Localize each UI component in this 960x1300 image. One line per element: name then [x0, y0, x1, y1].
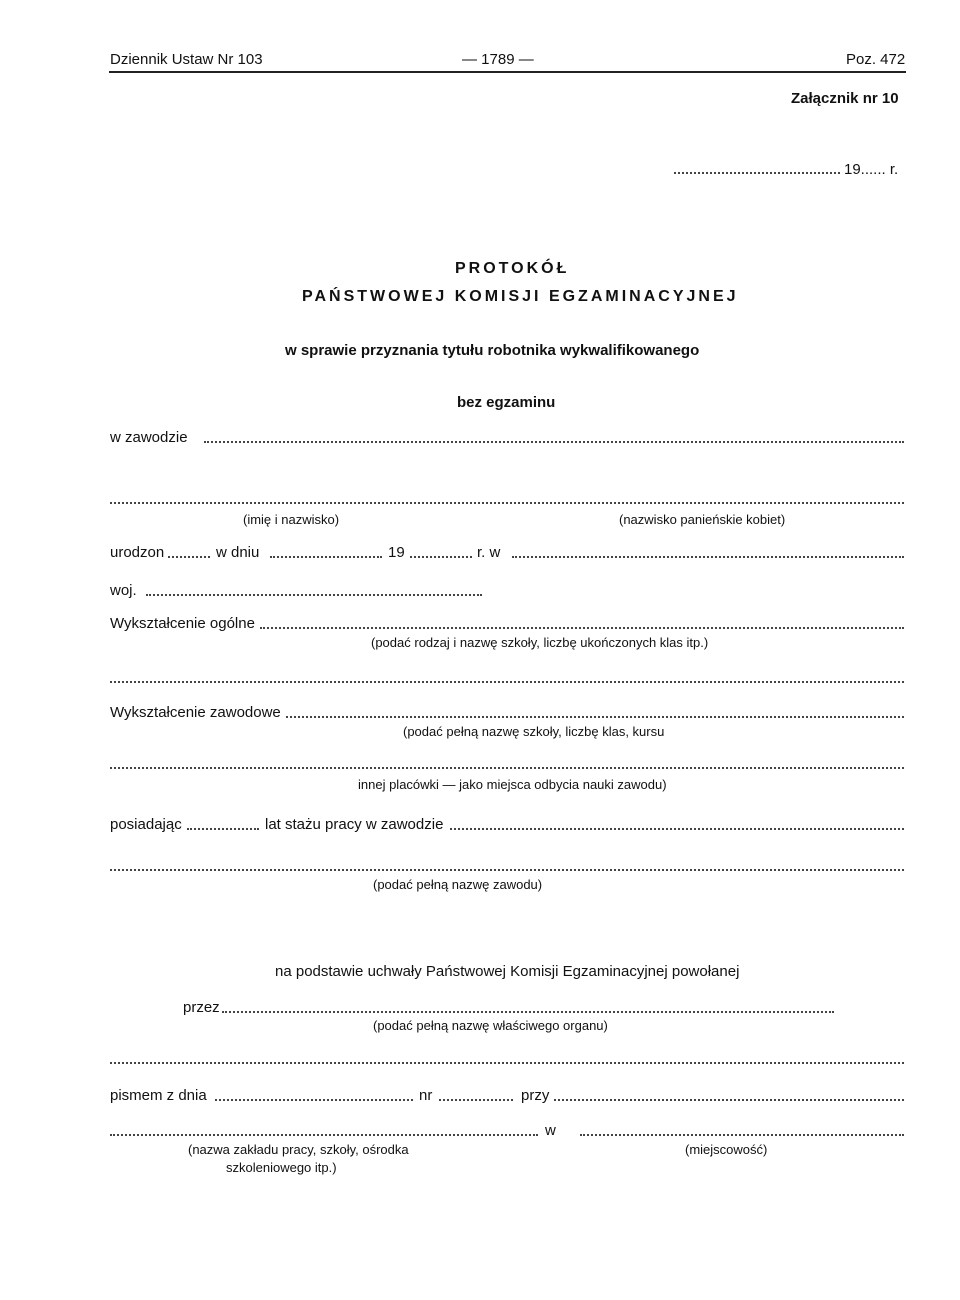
profession-hint: (podać pełną nazwę zawodu) — [373, 877, 543, 892]
name-field[interactable] — [110, 502, 904, 504]
institution-field[interactable] — [554, 1099, 904, 1101]
document-subtitle-no-exam: bez egzaminu — [457, 394, 556, 411]
letter-date-field[interactable] — [215, 1099, 413, 1101]
letter-number-field[interactable] — [439, 1099, 513, 1101]
letter-date-label: pismem z dnia — [110, 1087, 207, 1104]
number-label: nr — [419, 1087, 433, 1104]
experience-profession-field[interactable] — [450, 828, 904, 830]
having-label: posiadając — [110, 816, 182, 833]
basis-text: na podstawie uchwały Państwowej Komisji Egzaminacyjnej powołanej — [275, 963, 740, 980]
appointing-organ-field[interactable] — [222, 1011, 834, 1013]
voivodeship-field[interactable] — [146, 594, 482, 596]
header-rule — [109, 71, 906, 73]
place-hint: (miejscowość) — [685, 1142, 768, 1157]
date-suffix: 19...... r. — [844, 161, 899, 178]
document-title: PROTOKÓŁ — [455, 260, 570, 277]
at-label: przy — [521, 1087, 550, 1104]
attachment-label: Załącznik nr 10 — [791, 90, 899, 107]
birthplace-field[interactable] — [512, 556, 904, 558]
vocational-education-field[interactable] — [286, 716, 904, 718]
appointed-by-label: przez — [183, 999, 220, 1016]
place-field[interactable] — [580, 1134, 904, 1136]
vocational-education-hint-2: innej placówki — jako miejsca odbycia nauki zawodu) — [358, 777, 667, 792]
organ-hint: (podać pełną nazwę właściwego organu) — [373, 1018, 608, 1033]
general-education-field[interactable] — [260, 627, 904, 629]
name-caption: (imię i nazwisko) — [243, 512, 340, 527]
born-label: urodzon — [110, 544, 165, 561]
years-experience-field[interactable] — [187, 828, 259, 830]
general-education-hint: (podać rodzaj i nazwę szkoły, liczbę ukończonych klas itp.) — [371, 635, 709, 650]
page-number: — 1789 — — [462, 51, 534, 68]
day-label: w dniu — [216, 544, 260, 561]
vocational-education-hint: (podać pełną nazwę szkoły, liczbę klas, kursu — [403, 724, 665, 739]
workplace-name-field[interactable] — [110, 1134, 538, 1136]
profession-field[interactable] — [204, 441, 904, 443]
general-education-field-2[interactable] — [110, 681, 904, 683]
birthplace-label: r. w — [477, 544, 501, 561]
birth-day-field[interactable] — [270, 556, 382, 558]
born-suffix-field[interactable] — [168, 556, 210, 558]
workplace-hint-2: szkoleniowego itp.) — [226, 1160, 337, 1175]
workplace-hint: (nazwa zakładu pracy, szkoły, ośrodka — [188, 1142, 409, 1157]
birth-year-field[interactable] — [410, 556, 472, 558]
journal-title: Dziennik Ustaw Nr 103 — [110, 51, 263, 68]
vocational-education-field-2[interactable] — [110, 767, 904, 769]
maiden-name-caption: (nazwisko panieńskie kobiet) — [619, 512, 786, 527]
date-dots — [674, 172, 840, 174]
vocational-education-label: Wykształcenie zawodowe — [110, 704, 281, 721]
profession-label: w zawodzie — [110, 429, 188, 446]
position-number: Poz. 472 — [846, 51, 906, 68]
document-subtitle: w sprawie przyznania tytułu robotnika wykwalifikowanego — [285, 342, 700, 359]
year-prefix: 19 — [388, 544, 405, 561]
appointing-organ-field-2[interactable] — [110, 1062, 904, 1064]
voivodeship-label: woj. — [110, 582, 137, 599]
in-label: w — [545, 1122, 556, 1139]
general-education-label: Wykształcenie ogólne — [110, 615, 255, 632]
experience-label: lat stażu pracy w zawodzie — [265, 816, 444, 833]
document-title-commission: PAŃSTWOWEJ KOMISJI EGZAMINACYJNEJ — [302, 288, 739, 305]
profession-full-name-field[interactable] — [110, 869, 904, 871]
